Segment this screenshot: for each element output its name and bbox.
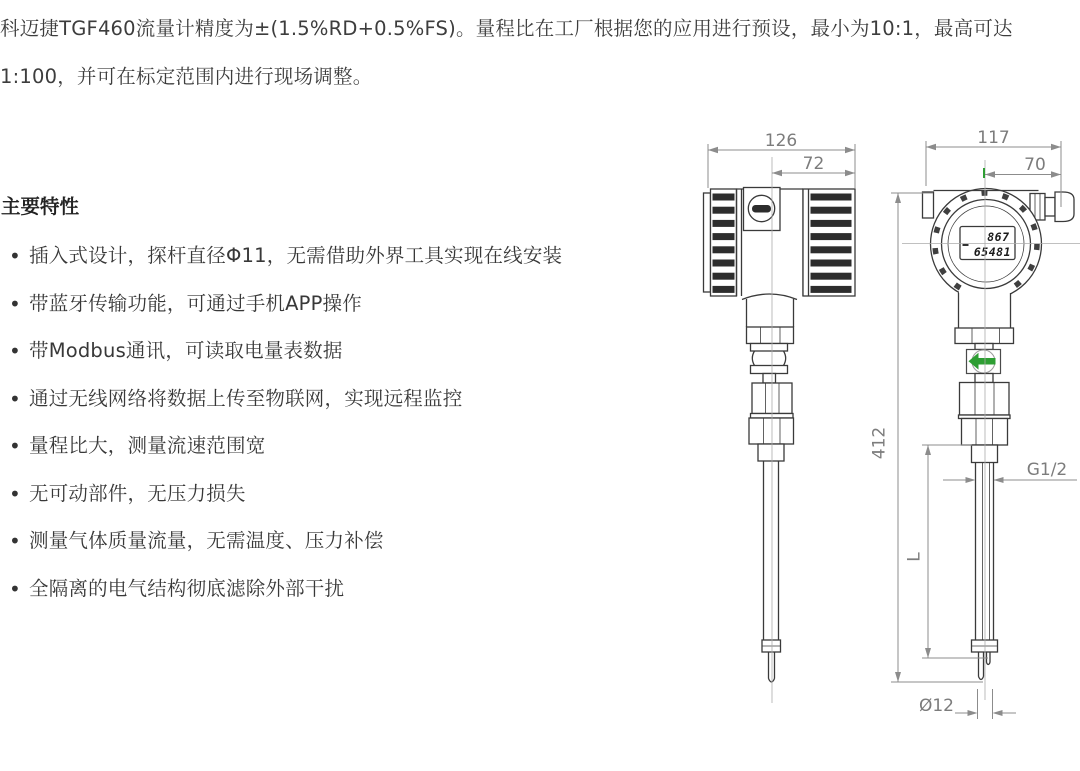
dimension-70: [985, 155, 1061, 178]
screw-cover: [744, 188, 781, 231]
intro-paragraph: 科迈捷TGF460流量计精度为±(1.5%RD+0.5%FS)。量程比在工厂根据您的应用进行预设，最小为10:1，最高可达1:100，并可在标定范围内进行现场调整。: [0, 17, 1013, 88]
lcd-line1: 867: [987, 230, 1010, 244]
sensor-prongs: [979, 652, 991, 680]
dimension-72: [772, 154, 855, 176]
dim-label-dia12: Ø12: [918, 696, 955, 716]
bullet-dot: •: [9, 339, 21, 363]
feature-text: 带Modbus通讯，可读取电量表数据: [29, 339, 343, 362]
dim-label-72: 72: [802, 154, 825, 174]
dim-label-70: 70: [1024, 155, 1046, 175]
feature-text: 全隔离的电气结构彻底滤除外部干扰: [29, 576, 345, 600]
lcd-line2: 65481: [973, 245, 1011, 259]
dimension-G12: [943, 460, 1077, 483]
bullet-dot: •: [9, 291, 21, 316]
feature-text: 无可动部件，无压力损失: [29, 481, 246, 505]
features-heading: 主要特性: [1, 195, 80, 218]
screw-slot-icon: [752, 205, 771, 213]
bullet-dot: •: [9, 386, 21, 411]
dimension-126: [708, 131, 855, 188]
dim-label-G12: G1/2: [1026, 460, 1068, 480]
dimension-dia12: [919, 689, 1016, 719]
bullet-dot: •: [9, 244, 21, 268]
dim-label-412: 412: [869, 426, 890, 460]
dim-label-117: 117: [977, 128, 1010, 148]
bullet-dot: •: [9, 529, 21, 553]
front-view-drawing: [870, 128, 1080, 719]
feature-text: 带蓝牙传输功能，可通过手机APP操作: [29, 291, 362, 315]
dim-label-126: 126: [764, 131, 798, 151]
flow-direction-indicator: [967, 350, 1001, 374]
bullet-dot: •: [9, 434, 21, 458]
lcd-display: [960, 227, 1015, 260]
feature-text: 插入式设计，探杆直径Φ11，无需借助外界工具实现在线安装: [29, 244, 563, 267]
dim-label-L: L: [904, 552, 925, 562]
side-view-drawing: [704, 131, 856, 703]
bullet-dot: •: [9, 576, 21, 601]
bullet-dot: •: [9, 481, 21, 506]
cable-gland: [1030, 192, 1074, 222]
feature-text: 量程比大，测量流速范围宽: [29, 434, 266, 457]
feature-text: 通过无线网络将数据上传至物联网，实现远程监控: [29, 386, 463, 410]
feature-text: 测量气体质量流量，无需温度、压力补偿: [29, 529, 384, 552]
